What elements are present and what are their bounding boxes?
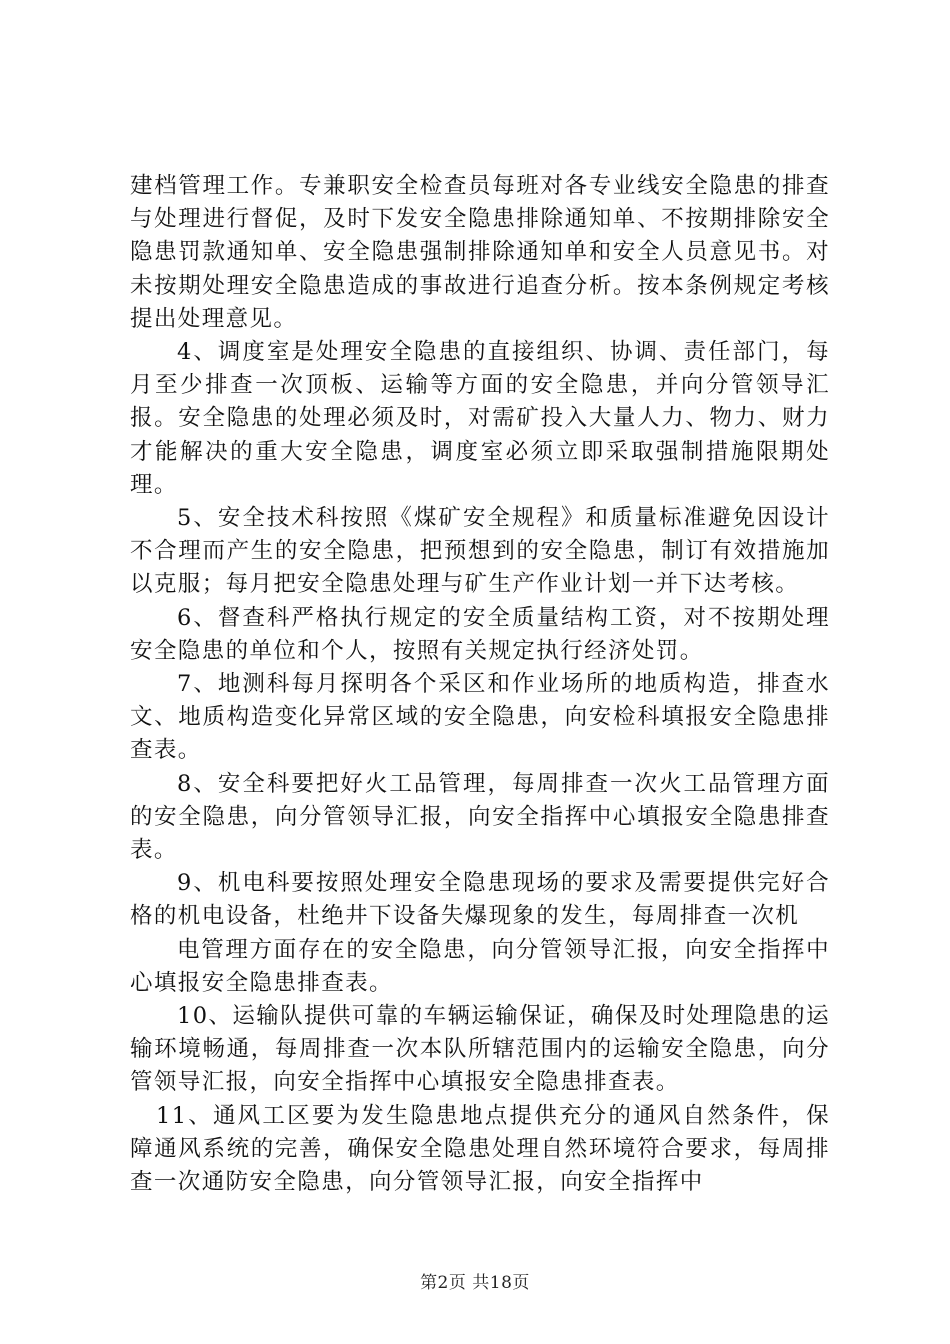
paragraph-continuation: 建档管理工作。专兼职安全检查员每班对各专业线安全隐患的排查与处理进行督促，及时下发安全隐患排除通知单、不按期排除安全隐患罚款通知单、安全隐患强制排除通知单和安全人员意见书。对未按期处理安全隐患造成的事故进行追查分析。按本条例规定考核提出处理意见。 (130, 173, 830, 332)
paragraph-item-8: 8、安全科要把好火工品管理，每周排查一次火工品管理方面的安全隐患，向分管领导汇报，向安全指挥中心填报安全隐患排查表。 (130, 770, 830, 864)
paragraph-item-10: 10、运输队提供可靠的车辆运输保证，确保及时处理隐患的运输环境畅通，每周排查一次本队所辖范围内的运输安全隐患，向分管领导汇报，向安全指挥中心填报安全隐患排查表。 (130, 1003, 830, 1096)
paragraph-item-4: 4、调度室是处理安全隐患的直接组织、协调、责任部门，每月至少排查一次顶板、运输等方面的安全隐患，并向分管领导汇报。安全隐患的处理必须及时，对需矿投入大量人力、物力、财力才能解决的重大安全隐患，调度室必须立即采取强制措施限期处理。 (130, 339, 830, 498)
paragraph-item-11: 11、通风工区要为发生隐患地点提供充分的通风自然条件，保障通风系统的完善，确保安全隐患处理自然环境符合要求，每周排查一次通防安全隐患，向分管领导汇报，向安全指挥中 (130, 1102, 830, 1196)
paragraph-item-9-continued: 电管理方面存在的安全隐患，向分管领导汇报，向安全指挥中心填报安全隐患排查表。 (130, 936, 830, 996)
page-number-footer: 第2页 共18页 (420, 1273, 530, 1293)
paragraph-item-5: 5、安全技术科按照《煤矿安全规程》和质量标准避免因设计不合理而产生的安全隐患，把预想到的安全隐患，制订有效措施加以克服；每月把安全隐患处理与矿生产作业计划一并下达考核。 (130, 505, 830, 598)
paragraph-item-6: 6、督查科严格执行规定的安全质量结构工资，对不按期处理安全隐患的单位和个人，按照有关规定执行经济处罚。 (130, 604, 830, 664)
document-body (130, 170, 830, 1199)
paragraph-item-9: 9、机电科要按照处理安全隐患现场的要求及需要提供完好合格的机电设备，杜绝井下设备失爆现象的发生，每周排查一次机 (130, 870, 830, 930)
paragraph-item-7: 7、地测科每月探明各个采区和作业场所的地质构造，排查水文、地质构造变化异常区域的安全隐患，向安检科填报安全隐患排查表。 (130, 671, 830, 764)
